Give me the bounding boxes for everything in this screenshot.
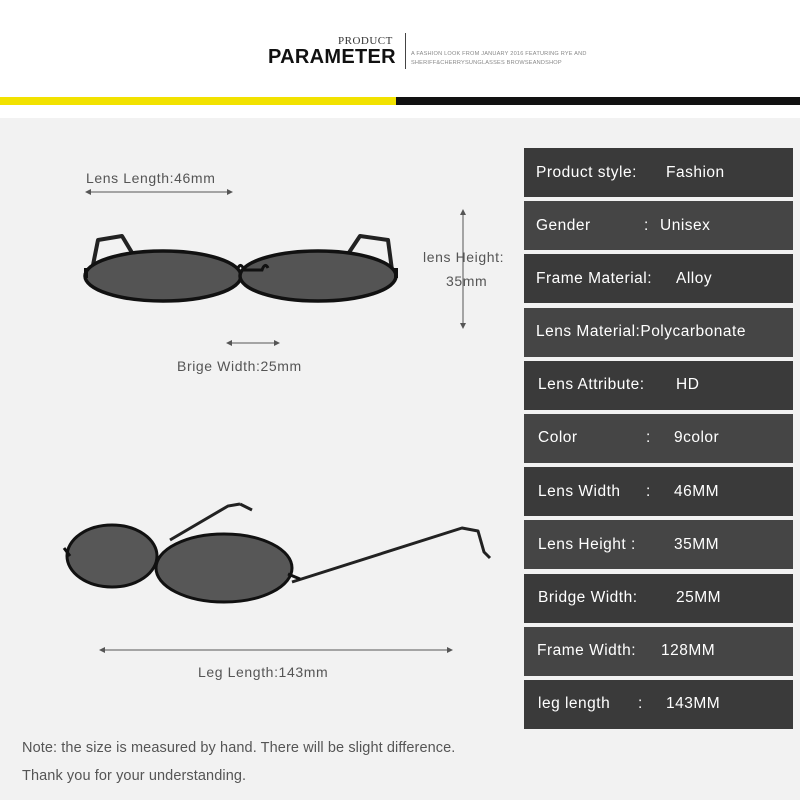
spec-label: Frame Material: [536,269,653,287]
bridge-width-label: Brige Width:25mm [177,358,302,374]
spec-row-lens-height [524,520,793,569]
spec-value: 143MM [666,695,721,713]
spec-label: Frame Width: [537,642,637,660]
spec-value: Unisex [660,216,711,234]
spec-value: 25MM [676,589,722,606]
header-tagline: A FASHION LOOK FROM JANUARY 2016 FEATURING RYE AND SHERIFF&CHERRYSUNGLASSES BROWSEANDSHOP [411,51,587,66]
side-left-lens [67,525,157,587]
spec-value: Alloy [676,269,713,287]
note-line-2: Thank you for your understanding. [22,768,247,784]
lens-height-label-line1: lens Height: [423,249,505,265]
spec-separator: : [646,482,651,500]
spec-row-lens-width [524,467,793,516]
spec-label: Lens Width [538,482,621,500]
spec-separator: : [638,695,643,713]
spec-value: 46MM [674,482,720,500]
side-right-lens [156,534,292,602]
header-small-title: PRODUCT [338,35,393,47]
spec-label: leg length [538,695,611,713]
right-lens [240,251,396,301]
front-view-glasses [85,236,396,301]
spec-row-color [524,414,793,463]
spec-row-frame-material [524,254,793,303]
spec-value: 35MM [674,535,720,553]
side-view-glasses [64,504,490,602]
spec-value: 128MM [661,642,716,660]
spec-separator: : [646,429,651,447]
spec-table [524,148,793,733]
spec-label: Bridge Width: [538,589,638,606]
spec-label: Lens Attribute: [538,376,645,394]
spec-row-leg-length [524,680,793,729]
spec-value: HD [676,376,700,394]
note-line-1: Note: the size is measured by hand. There will be slight difference. [22,740,456,756]
spec-label: Lens Height : [538,535,636,553]
spec-row-frame-width [524,627,793,676]
spec-label: Gender [536,216,591,234]
lens-length-label: Lens Length:46mm [86,170,216,186]
spec-row-product-style [524,148,793,197]
spec-label: Color [538,429,578,447]
spec-label: Lens Material:Polycarbonate [536,323,746,341]
spec-row-bridge-width [524,574,793,623]
lens-height-label-line2: 35mm [446,273,488,289]
spec-row-lens-attribute [524,361,793,410]
spec-value: Fashion [666,163,725,181]
spec-row-lens-material [524,308,793,357]
header-big-title: PARAMETER [268,46,396,68]
spec-label: Product style: [536,163,637,181]
spec-value: 9color [674,429,720,447]
leg-length-label: Leg Length:143mm [198,664,329,680]
spec-separator: : [644,216,649,234]
spec-row-gender [524,201,793,250]
left-lens [85,251,241,301]
